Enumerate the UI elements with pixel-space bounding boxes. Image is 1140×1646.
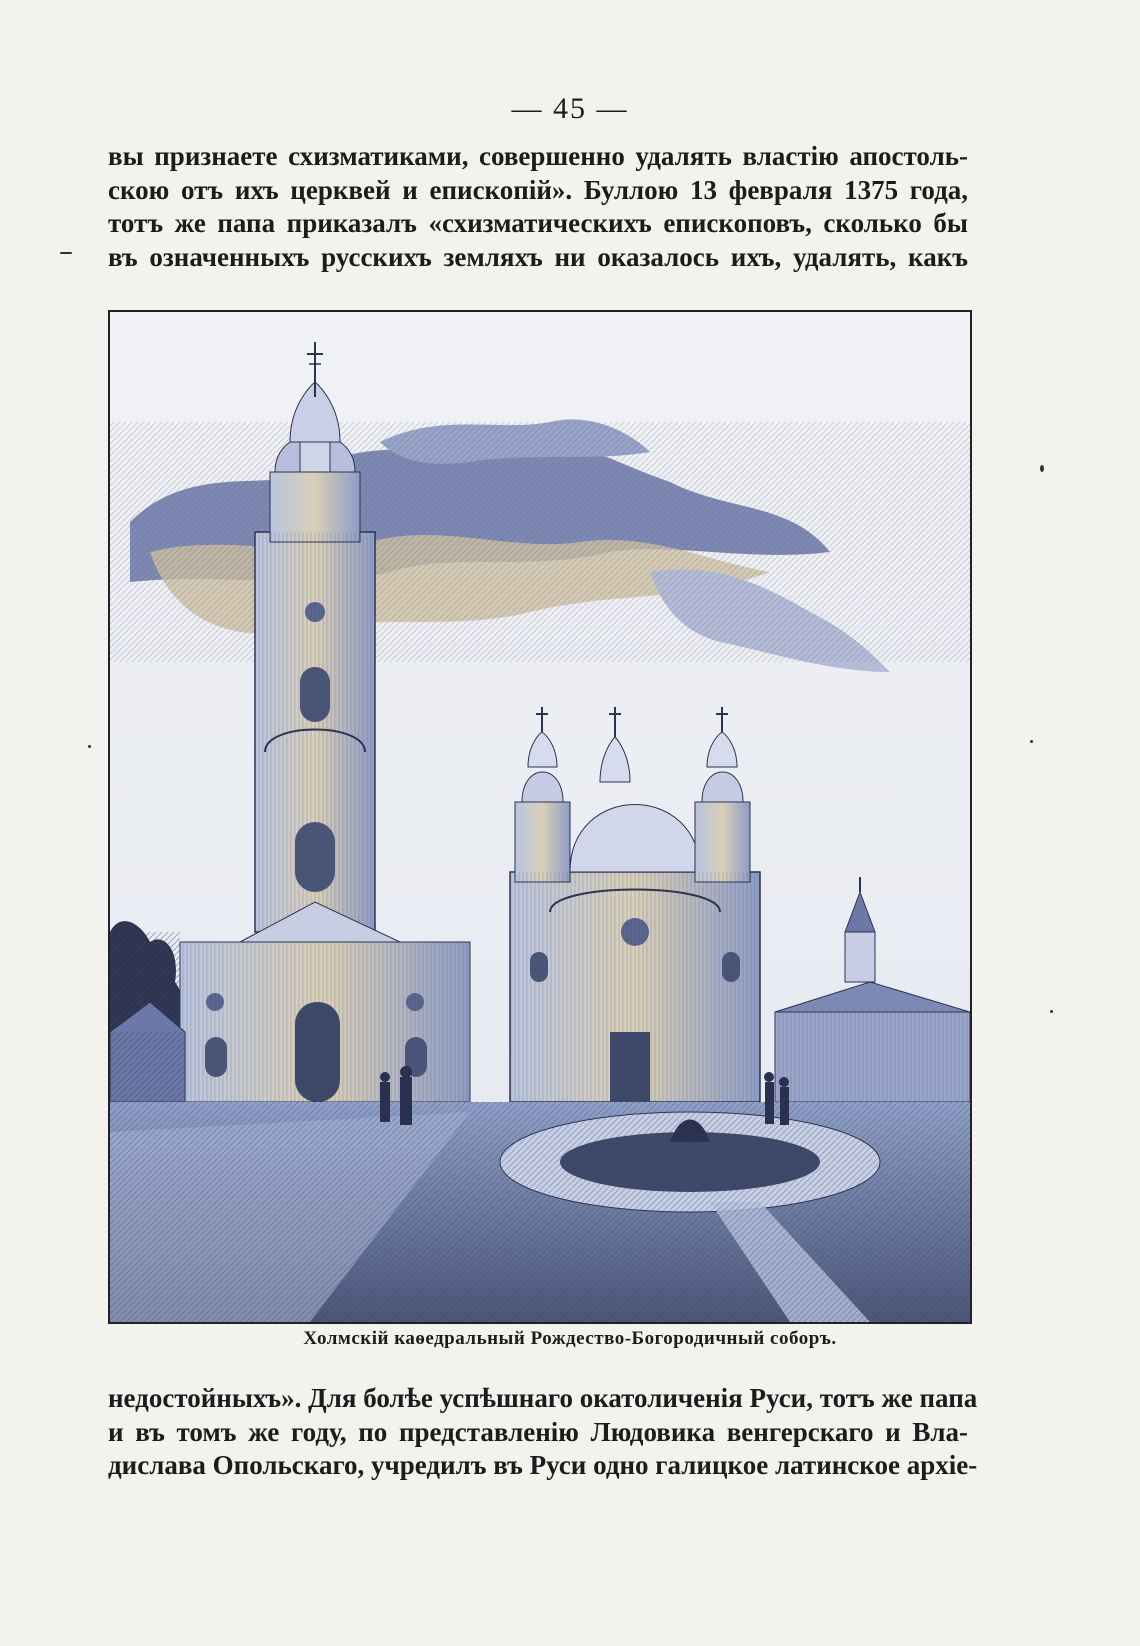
scan-speck [1040,465,1044,472]
scan-speck [60,252,72,254]
text-line: въ означенныхъ русскихъ земляхъ ни оказалось ихъ, удалять, какъ [108,241,968,272]
text-line: недостойныхъ». Для болѣе успѣшнаго окатоличенія Руси, тотъ же папа [108,1383,978,1413]
page-number: — 45 — [511,92,629,125]
text-line: и въ томъ же году, по представленію Людовика венгерскаго и Вла- [108,1416,968,1447]
scan-speck [1050,1010,1053,1013]
figure-caption: Холмскій каѳедральный Рождество-Богородичный соборъ. [303,1328,837,1349]
text-line: дислава Опольскаго, учредилъ въ Руси одно галицкое латинское архіе- [108,1450,978,1480]
scan-speck [1030,740,1033,743]
clouds [110,419,970,672]
text-line: скою отъ ихъ церквей и епископій». Буллою 13 февраля 1375 года, [108,174,968,205]
bottom-paragraph [108,1382,978,1483]
top-paragraph [108,140,968,274]
square [110,1102,970,1322]
scan-speck [88,745,91,748]
text-line: вы признаете схизматиками, совершенно удалять властію апостоль- [108,141,968,171]
text-line: тотъ же папа приказалъ «схизматическихъ епископовъ, сколько бы [108,208,968,238]
cathedral-engraving [108,310,972,1324]
